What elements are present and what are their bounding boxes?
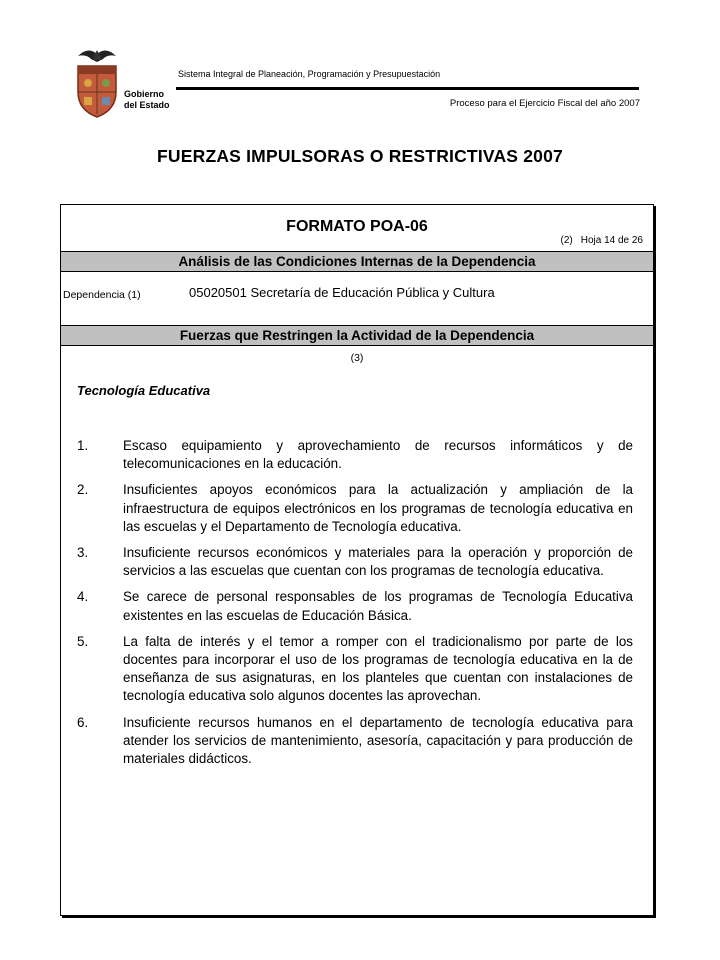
item-number: 6.: [77, 714, 89, 730]
item-number: 1.: [77, 438, 89, 453]
ref-3: (3): [350, 352, 364, 364]
government-label: Gobierno del Estado: [124, 89, 170, 110]
item-text: Insuficiente recursos humanos en el departamento de tecnología educativa para atender los servicios de mantenimiento, asesoría, capacitación y para producción de materiales didácticos.: [123, 714, 633, 767]
item-number: 3.: [77, 545, 89, 561]
item-text: Escaso equipamiento y aprovechamiento de recursos informáticos y de telecomunicaciones en la educación.: [123, 438, 633, 472]
section-bar-fuerzas: Fuerzas que Restringen la Actividad de la Dependencia: [61, 325, 653, 346]
dependencia-value: 05020501 Secretaría de Educación Pública y Cultura: [189, 285, 495, 300]
item-text: Se carece de personal responsables de los programas de Tecnología Educativa existentes en las escuelas de Educación Básica.: [123, 589, 633, 623]
list-item: [77, 481, 633, 536]
system-title: Sistema Integral de Planeación, Programación y Presupuestación: [178, 69, 441, 79]
hoja-label: Hoja 14 de 26: [580, 235, 643, 246]
section-bar-analisis: Análisis de las Condiciones Internas de la Dependencia: [61, 251, 653, 272]
formato-title: FORMATO POA-06: [286, 218, 428, 235]
list-item: [77, 544, 633, 580]
list-item: [77, 633, 633, 706]
list-item: [77, 714, 633, 769]
restrictive-forces-list: [77, 437, 633, 776]
item-text: Insuficientes apoyos económicos para la actualización y ampliación de la infraestructura de equipos electrónicos en los programas de tecnología educativa en las escuelas y el Departamento de Tecnología educativa.: [123, 482, 633, 534]
header-divider: [176, 87, 639, 90]
list-item: [77, 437, 633, 473]
page-title: FUERZAS IMPULSORAS O RESTRICTIVAS 2007: [157, 146, 563, 166]
item-number: 5.: [77, 633, 89, 649]
list-item: [77, 588, 633, 624]
section-title: Tecnología Educativa: [77, 383, 211, 398]
item-text: La falta de interés y el temor a romper con el tradicionalismo por parte de los docentes para incorporar el uso de los programas de tecnología educativa en la de enseñanza de sus asignaturas, en los planteles que cuentan con instalaciones de tecnología educativa solo algunos docentes las aprovechan.: [123, 633, 633, 704]
form-box: [60, 204, 654, 916]
item-number: 2.: [77, 482, 89, 498]
page-indicator: [552, 235, 643, 246]
state-coat-of-arms-icon: [72, 44, 122, 119]
item-text: Insuficiente recursos económicos y materiales para la operación y proporción de servicios a las escuelas que cuentan con los programas de tecnología educativa.: [123, 545, 633, 579]
process-line: Proceso para el Ejercicio Fiscal del año 2007: [449, 98, 640, 109]
dependencia-label: Dependencia (1): [63, 289, 141, 301]
item-number: 4.: [77, 589, 89, 605]
ref-2: (2): [560, 235, 573, 246]
